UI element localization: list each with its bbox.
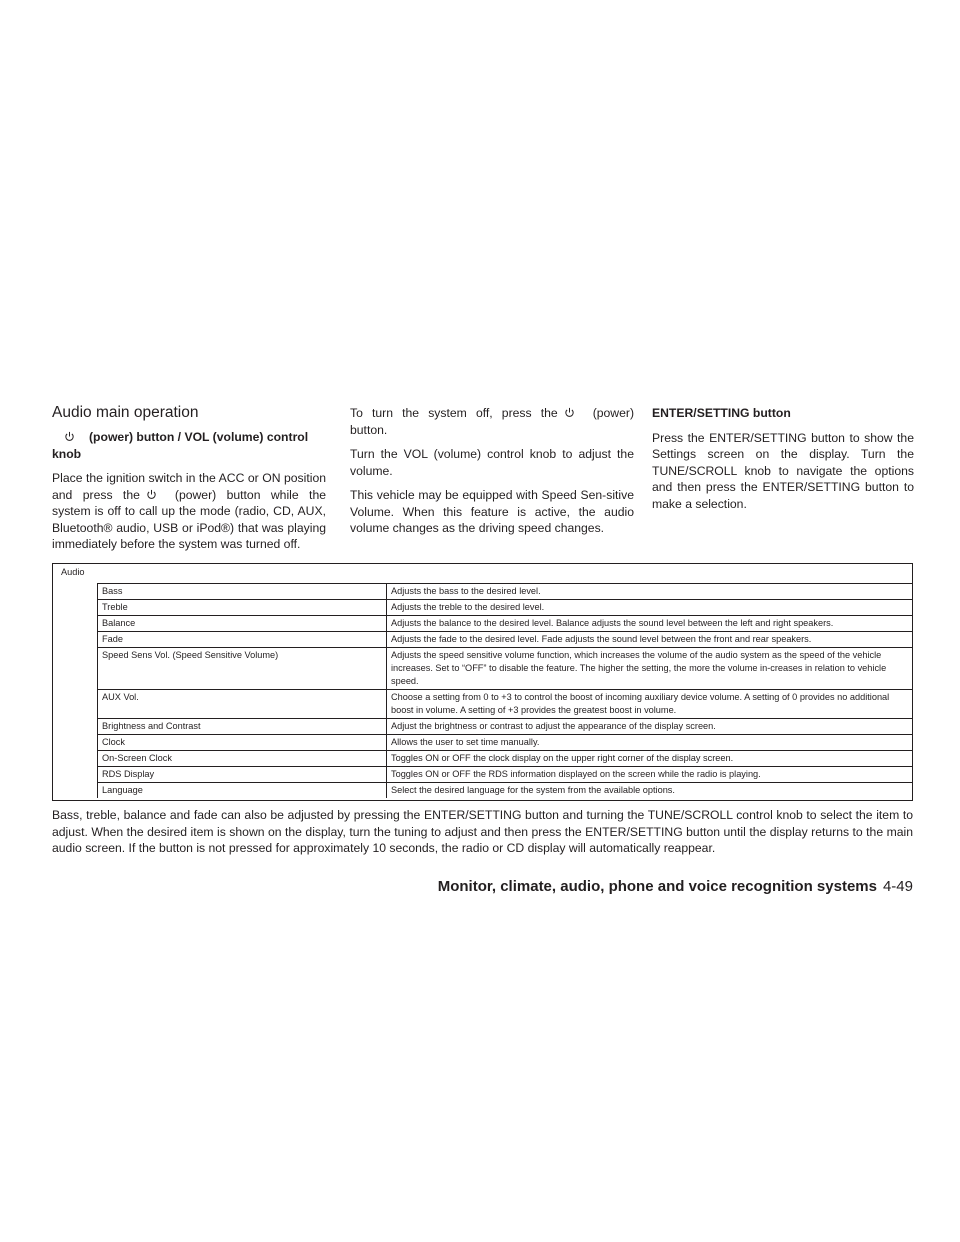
setting-name: RDS Display bbox=[97, 767, 386, 782]
table-row bbox=[97, 735, 912, 751]
setting-name: Language bbox=[97, 783, 386, 798]
power-off-paragraph bbox=[350, 405, 634, 438]
speed-sensitive-paragraph: This vehicle may be equipped with Speed Sen-sitive Volume. When this feature is active, the audio volume changes as the driving speed changes. bbox=[350, 488, 634, 535]
setting-name: On-Screen Clock bbox=[97, 751, 386, 766]
setting-description: Toggles ON or OFF the clock display on the upper right corner of the display screen. bbox=[386, 751, 912, 766]
setting-description: Adjust the brightness or contrast to adjust the appearance of the display screen. bbox=[386, 719, 912, 734]
table-row bbox=[97, 751, 912, 767]
ignition-paragraph-end: (power) button while the system is off to call up the mode (radio, CD, AUX, Bluetooth® audio, USB or iPod®) that was playing immediately before the system was turned off. bbox=[52, 487, 326, 551]
volume-paragraph: Turn the VOL (volume) control knob to adjust the volume. bbox=[350, 447, 634, 478]
setting-description: Select the desired language for the system from the available options. bbox=[386, 783, 912, 798]
setting-description: Adjusts the speed sensitive volume function, which increases the volume of the audio system as the speed of the vehicle increases. Set to “OFF” to disable the feature. The higher the setting, the more the volume in-creases in relation to vehicle speed. bbox=[386, 648, 912, 689]
setting-name: Brightness and Contrast bbox=[97, 719, 386, 734]
column-2 bbox=[350, 405, 634, 545]
table-title: Audio bbox=[61, 567, 85, 577]
enter-setting-paragraph: Press the ENTER/SETTING button to show the Settings screen on the display. Turn the TUNE/SCROLL knob to navigate the options and then press the ENTER/SETTING button to make a selection. bbox=[652, 430, 914, 511]
ignition-paragraph-start: Place the ignition switch in the ACC or ON position and press the bbox=[52, 471, 326, 502]
setting-name: Balance bbox=[97, 616, 386, 631]
table-row bbox=[97, 690, 912, 719]
table-row bbox=[97, 584, 912, 600]
table-row bbox=[97, 783, 912, 798]
setting-description: Toggles ON or OFF the RDS information displayed on the screen while the radio is playing. bbox=[386, 767, 912, 782]
footer-section-title: Monitor, climate, audio, phone and voice recognition systems bbox=[437, 878, 877, 895]
setting-name: Speed Sens Vol. (Speed Sensitive Volume) bbox=[97, 648, 386, 689]
section-title: Audio main operation bbox=[52, 404, 199, 421]
table-rows bbox=[97, 583, 912, 798]
setting-name: Fade bbox=[97, 632, 386, 647]
setting-description: Choose a setting from 0 to +3 to control the boost of incoming auxiliary device volume. A setting of 0 provides no additional boost in volume. A setting of +3 provides the greatest boost in volume. bbox=[386, 690, 912, 718]
power-vol-subheading-text: (power) button / VOL (volume) control knob bbox=[52, 430, 309, 461]
power-icon bbox=[564, 407, 575, 418]
table-row bbox=[97, 632, 912, 648]
table-row bbox=[97, 648, 912, 690]
setting-description: Allows the user to set time manually. bbox=[386, 735, 912, 750]
ignition-paragraph bbox=[52, 470, 326, 553]
setting-name: Bass bbox=[97, 584, 386, 599]
enter-setting-heading: ENTER/SETTING button bbox=[652, 406, 791, 420]
setting-name: AUX Vol. bbox=[97, 690, 386, 718]
column-3 bbox=[652, 405, 914, 520]
power-off-paragraph-start: To turn the system off, press the bbox=[350, 406, 558, 420]
table-row bbox=[97, 616, 912, 632]
table-row bbox=[97, 767, 912, 783]
setting-description: Adjusts the bass to the desired level. bbox=[386, 584, 912, 599]
table-row bbox=[97, 600, 912, 616]
page-number: 4-49 bbox=[882, 878, 913, 895]
setting-description: Adjusts the treble to the desired level. bbox=[386, 600, 912, 615]
audio-settings-table bbox=[52, 563, 913, 801]
power-off-paragraph-end: (power) button. bbox=[350, 406, 634, 437]
column-1 bbox=[52, 429, 326, 561]
page-footer bbox=[438, 878, 913, 895]
setting-name: Clock bbox=[97, 735, 386, 750]
power-icon bbox=[146, 489, 157, 500]
table-row bbox=[97, 719, 912, 735]
setting-description: Adjusts the balance to the desired level. Balance adjusts the sound level between the left and right speakers. bbox=[386, 616, 912, 631]
power-vol-subheading bbox=[52, 429, 326, 462]
after-table-paragraph: Bass, treble, balance and fade can also be adjusted by pressing the ENTER/SETTING button and turning the TUNE/SCROLL control knob to select the item to adjust. When the desired item is shown on the display, turn the tuning to adjust and then press the ENTER/SETTING button until the display returns to the main audio screen. If the button is not pressed for approximately 10 seconds, the radio or CD display will automatically reappear. bbox=[52, 808, 913, 855]
setting-description: Adjusts the fade to the desired level. Fade adjusts the sound level between the front and rear speakers. bbox=[386, 632, 912, 647]
power-icon bbox=[64, 431, 75, 442]
setting-name: Treble bbox=[97, 600, 386, 615]
